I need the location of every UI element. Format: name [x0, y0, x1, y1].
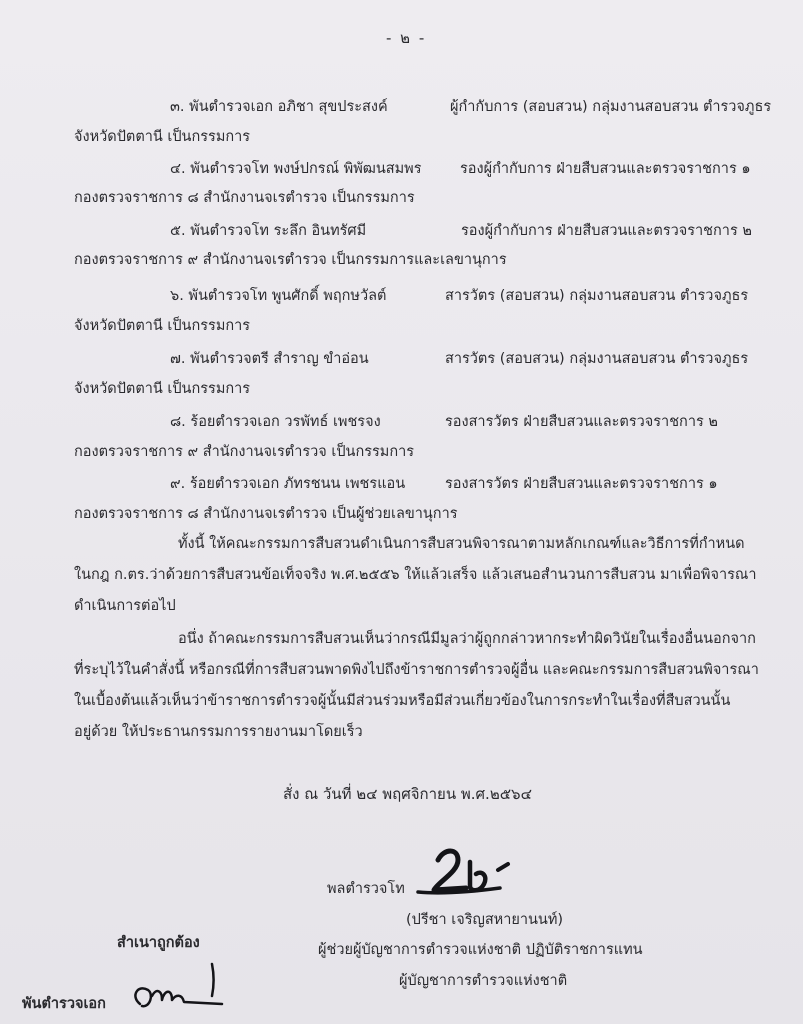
member-continuation: จังหวัดปัตตานี เป็นกรรมการ: [74, 318, 251, 334]
member-name: ๓. พันตำรวจเอก อภิชา สุขประสงค์: [170, 99, 388, 115]
member-continuation: กองตรวจราชการ ๘ สำนักงานจเรตำรวจ เป็นผู้ช่วยเลขานุการ: [74, 506, 458, 522]
member-position: รองผู้กำกับการ ฝ่ายสืบสวนและตรวจราชการ ๑: [460, 161, 751, 177]
member-name: ๖. พันตำรวจโท พูนศักดิ์ พฤกษวัลต์: [170, 288, 387, 304]
member-name: ๙. ร้อยตำรวจเอก ภัทรชนน เพชรแอน: [170, 476, 406, 492]
committee-item: [0, 472, 803, 492]
member-position: สารวัตร (สอบสวน) กลุ่มงานสอบสวน ตำรวจภูธร: [445, 288, 749, 304]
member-continuation: กองตรวจราชการ ๙ สำนักงานจเรตำรวจ เป็นกรรมการ: [74, 444, 415, 460]
member-position: ผู้กำกับการ (สอบสวน) กลุ่มงานสอบสวน ตำรวจภูธร: [450, 99, 772, 115]
paragraph-line: อยู่ด้วย ให้ประธานกรรมการรายงานมาโดยเร็ว: [74, 724, 363, 740]
paragraph-line: อนึ่ง ถ้าคณะกรรมการสืบสวนเห็นว่ากรณีมีมูลว่าผู้ถูกกล่าวหากระทำผิดวินัยในเรื่องอื่นนอกจาก: [178, 631, 756, 647]
member-name: ๔. พันตำรวจโท พงษ์ปกรณ์ พิพัฒนสมพร: [170, 161, 422, 177]
order-date: สั่ง ณ วันที่ ๒๔ พฤศจิกายน พ.ศ.๒๕๖๔: [283, 785, 532, 803]
member-continuation: จังหวัดปัตตานี เป็นกรรมการ: [74, 129, 251, 145]
member-position: สารวัตร (สอบสวน) กลุ่มงานสอบสวน ตำรวจภูธร: [445, 351, 749, 367]
paragraph-line: ในกฎ ก.ตร.ว่าด้วยการสืบสวนข้อเท็จจริง พ.ศ.๒๕๕๖ ให้แล้วเสร็จ แล้วเสนอสำนวนการสืบสวน มาเพื่อพิจารณา: [74, 567, 757, 583]
committee-item: [0, 157, 803, 177]
member-name: ๕. พันตำรวจโท ระลึก อินทรัศมี: [170, 223, 367, 239]
member-name: ๗. พันตำรวจตรี สำราญ ขำอ่อน: [170, 351, 369, 367]
signer-name: (ปรีชา เจริญสหายานนท์): [406, 912, 564, 928]
signer-rank: พลตำรวจโท: [327, 881, 405, 897]
signer-title: ผู้บัญชาการตำรวจแห่งชาติ: [399, 973, 568, 989]
paragraph-line: ในเบื้องต้นแล้วเห็นว่าข้าราชการตำรวจผู้นั้นมีส่วนร่วมหรือมีส่วนเกี่ยวข้องในการกระทำในเรื่องที่สืบสวนนั้น: [74, 693, 731, 709]
committee-item: [0, 219, 803, 239]
signer-title: ผู้ช่วยผู้บัญชาการตำรวจแห่งชาติ ปฏิบัติราชการแทน: [318, 942, 643, 958]
committee-item: [0, 284, 803, 304]
committee-item: [0, 410, 803, 430]
signature-mark: [410, 842, 520, 902]
member-position: รองผู้กำกับการ ฝ่ายสืบสวนและตรวจราชการ ๒: [461, 223, 752, 239]
member-position: รองสารวัตร ฝ่ายสืบสวนและตรวจราชการ ๑: [445, 476, 718, 492]
committee-item: [0, 95, 803, 115]
member-name: ๘. ร้อยตำรวจเอก วรพัทธ์ เพชรจง: [170, 414, 381, 430]
paragraph-line: ดำเนินการต่อไป: [74, 598, 176, 614]
member-continuation: จังหวัดปัตตานี เป็นกรรมการ: [74, 381, 251, 397]
committee-item: [0, 347, 803, 367]
certifier-rank: พันตำรวจเอก: [22, 996, 106, 1012]
certified-label: สำเนาถูกต้อง: [117, 935, 200, 951]
paragraph-line: ทั้งนี้ ให้คณะกรรมการสืบสวนดำเนินการสืบสวนพิจารณาตามหลักเกณฑ์และวิธีการที่กำหนด: [178, 536, 745, 552]
member-position: รองสารวัตร ฝ่ายสืบสวนและตรวจราชการ ๒: [445, 414, 718, 430]
member-continuation: กองตรวจราชการ ๘ สำนักงานจเรตำรวจ เป็นกรรมการ: [74, 190, 415, 206]
certifier-signature: [126, 960, 236, 1020]
page-number: - ๒ -: [386, 29, 427, 47]
paragraph-line: ที่ระบุไว้ในคำสั่งนี้ หรือกรณีที่การสืบสวนพาดพิงไปถึงข้าราชการตำรวจผู้อื่น และคณะกรรมการสืบสวนพิจารณา: [74, 662, 759, 678]
member-continuation: กองตรวจราชการ ๙ สำนักงานจเรตำรวจ เป็นกรรมการและเลขานุการ: [74, 252, 507, 268]
